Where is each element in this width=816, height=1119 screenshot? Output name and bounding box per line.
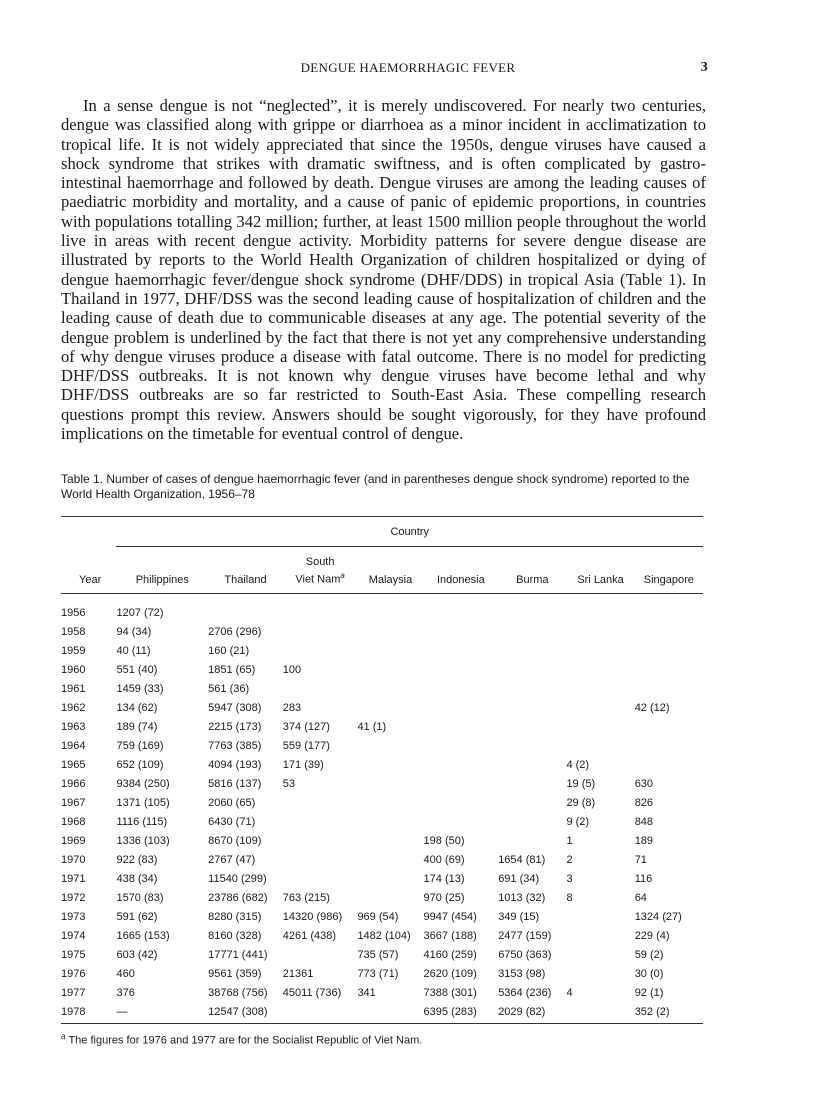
cell-indonesia [424,771,499,790]
cell-south-viet-nam [283,942,358,961]
cell-malaysia: 41 (1) [357,721,387,733]
cell-philippines: 460 [116,968,135,980]
cell-year: 1965 [61,759,86,771]
cell-thailand: 2767 (47) [208,854,256,866]
cell-malaysia [357,828,423,847]
running-title: DENGUE HAEMORRHAGIC FEVER [300,60,516,75]
cell-sri-lanka [566,695,634,714]
cell-indonesia [424,676,499,695]
year-header-spacer [61,517,116,547]
column-header-year: Year [61,547,116,594]
cell-year: 1977 [61,987,86,999]
cell-indonesia [424,733,499,752]
cell-sri-lanka: 19 (5) [566,778,596,790]
cell-year: 1956 [61,607,86,619]
cell-indonesia [424,714,499,733]
footnote-text: The figures for 1976 and 1977 are for the Socialist Republic of Viet Nam. [68,1034,423,1047]
cell-south-viet-nam: 4261 (438) [282,930,337,942]
cell-south-viet-nam: 100 [282,664,302,676]
cell-south-viet-nam [283,999,358,1024]
cell-malaysia: 735 (57) [357,949,399,961]
cell-sri-lanka [566,594,634,620]
cell-malaysia [357,809,423,828]
cell-south-viet-nam: 374 (127) [282,721,330,733]
cell-singapore: 826 [634,797,654,809]
cell-malaysia [357,594,423,620]
cell-thailand: 160 (21) [208,645,250,657]
cell-south-viet-nam: 14320 (986) [282,911,343,923]
cell-burma: 5364 (236) [498,987,552,999]
cell-thailand: 12547 (308) [208,999,283,1024]
cell-thailand: 17771 (441) [208,949,268,961]
cell-sri-lanka: 29 (8) [566,797,596,809]
table-row [61,923,703,942]
cell-malaysia [357,885,423,904]
cell-philippines: 1570 (83) [116,892,164,904]
country-group-header: Country [116,517,703,547]
cell-malaysia [357,733,423,752]
cell-thailand: 9561 (359) [208,968,262,980]
cell-philippines: 438 (34) [116,873,158,885]
cell-thailand: 7763 (385) [208,740,262,752]
cell-philippines: 591 (62) [116,911,158,923]
table-row [61,619,703,638]
cell-malaysia [357,847,423,866]
column-header-south-viet-nam [283,547,358,594]
cell-indonesia: 4160 (259) [423,949,477,961]
cell-indonesia [424,752,499,771]
cell-burma [498,714,566,733]
cell-indonesia [424,594,499,620]
cell-year: 1966 [61,778,86,790]
footnote-marker: a [340,571,345,581]
cell-south-viet-nam [283,809,358,828]
cell-sri-lanka [566,657,634,676]
table-row [61,847,703,866]
cell-year: 1963 [61,721,86,733]
cell-thailand: 2060 (65) [208,797,256,809]
cell-thailand: 8670 (109) [208,835,262,847]
cell-malaysia: 341 [357,987,376,999]
table-row [61,676,703,695]
cell-south-viet-nam: 45011 (736) [282,987,342,999]
table-row [61,771,703,790]
cell-singapore [635,752,703,771]
cell-indonesia [424,657,499,676]
cell-malaysia [357,619,423,638]
cell-indonesia: 7388 (301) [423,987,477,999]
cell-malaysia: 773 (71) [357,968,399,980]
cell-thailand: 38768 (756) [208,987,268,999]
cell-south-viet-nam [283,594,358,620]
cell-thailand [208,594,283,620]
cell-thailand: 5947 (308) [208,702,262,714]
cell-thailand: 5816 (137) [208,778,262,790]
cell-sri-lanka: 4 (2) [566,759,590,771]
cell-burma [498,594,566,620]
cell-south-viet-nam [283,790,358,809]
table-row [61,828,703,847]
cell-south-viet-nam [283,828,358,847]
cell-year: 1961 [61,683,86,695]
cell-thailand: 4094 (193) [208,759,262,771]
cell-philippines: 1207 (72) [116,607,164,619]
cell-malaysia [357,752,423,771]
cell-singapore [635,676,703,695]
cell-philippines: 376 [116,987,135,999]
cell-malaysia [357,695,423,714]
cell-burma: 691 (34) [498,873,540,885]
footnote-mark: a [61,1032,66,1041]
cell-sri-lanka: 4 [566,987,573,999]
column-header-south: South [305,556,335,569]
cell-singapore: 848 [634,816,654,828]
cell-singapore: 352 (2) [635,999,703,1024]
cell-year: 1959 [61,645,86,657]
cell-singapore [635,714,703,733]
table-footnote [61,1032,721,1047]
column-header-malaysia: Malaysia [357,547,423,594]
table-row [61,999,703,1024]
cell-sri-lanka [566,733,634,752]
table-row [61,961,703,980]
cell-south-viet-nam [283,866,358,885]
table-row [61,733,703,752]
cell-burma: 2029 (82) [498,999,566,1024]
cell-philippines: 603 (42) [116,949,158,961]
cell-singapore: 30 (0) [634,968,664,980]
cell-south-viet-nam: 763 (215) [282,892,330,904]
cell-year: 1967 [61,797,86,809]
cell-indonesia: 970 (25) [423,892,465,904]
cell-burma [498,828,566,847]
cell-sri-lanka: 1 [566,835,573,847]
cell-year: 1968 [61,816,86,828]
cell-singapore: 189 [634,835,654,847]
cell-malaysia: 969 (54) [357,911,399,923]
cell-malaysia [357,676,423,695]
cell-philippines: 551 (40) [116,664,158,676]
cell-thailand: 8280 (315) [208,911,262,923]
table-row [61,594,703,620]
cell-burma: 1013 (32) [498,892,546,904]
cell-philippines: 1336 (103) [116,835,170,847]
column-header-thailand: Thailand [208,547,283,594]
cell-singapore: 92 (1) [634,987,664,999]
table-row [61,866,703,885]
cell-south-viet-nam: 171 (39) [282,759,324,771]
cell-burma [498,657,566,676]
cell-malaysia [357,638,423,657]
table-row [61,638,703,657]
table-row [61,980,703,999]
cell-sri-lanka [566,999,634,1024]
cell-south-viet-nam [283,638,358,657]
cell-year: 1971 [61,873,86,885]
cell-south-viet-nam: 559 (177) [282,740,330,752]
cell-burma [498,771,566,790]
column-header-indonesia: Indonesia [424,547,499,594]
cell-thailand: 11540 (299) [208,873,267,885]
cell-indonesia [424,619,499,638]
cell-singapore: 42 (12) [634,702,670,714]
cell-indonesia [424,809,499,828]
cell-burma: 3153 (98) [498,968,546,980]
cell-singapore [635,733,703,752]
cell-philippines: 1116 (115) [116,816,168,828]
table-row [61,942,703,961]
column-header-viet-nam: Viet Nam [295,574,341,586]
cell-malaysia [357,657,423,676]
column-header-philippines: Philippines [116,547,208,594]
cell-indonesia: 3667 (188) [423,930,477,942]
table-row [61,790,703,809]
cell-singapore: 630 [634,778,654,790]
cell-singapore [635,657,703,676]
cell-burma [498,638,566,657]
cell-indonesia: 198 (50) [423,835,465,847]
cell-year: 1964 [61,740,86,752]
cell-philippines: — [116,999,208,1024]
cell-burma [498,695,566,714]
cell-philippines: 134 (62) [116,702,158,714]
cell-year: 1969 [61,835,86,847]
cell-sri-lanka: 8 [566,892,573,904]
cell-burma [498,619,566,638]
table-row [61,885,703,904]
cell-indonesia [424,790,499,809]
dengue-cases-table [61,516,703,1024]
column-header-burma: Burma [498,547,566,594]
cell-south-viet-nam [283,847,358,866]
table-row [61,714,703,733]
table-row [61,809,703,828]
table-body [61,594,703,1024]
cell-singapore: 64 [634,892,647,904]
cell-philippines: 189 (74) [116,721,158,733]
cell-year: 1978 [61,999,116,1024]
cell-philippines: 9384 (250) [116,778,170,790]
cell-indonesia: 6395 (283) [424,999,499,1024]
cell-indonesia: 2620 (109) [423,968,477,980]
cell-philippines: 652 (109) [116,759,164,771]
cell-malaysia: 1482 (104) [357,930,411,942]
column-header-sri-lanka: Sri Lanka [566,547,634,594]
cell-thailand: 2706 (296) [208,626,262,638]
page-number: 3 [700,60,708,75]
cell-south-viet-nam: 283 [282,702,302,714]
cell-year: 1973 [61,911,86,923]
cell-burma [498,790,566,809]
cell-year: 1975 [61,949,86,961]
cell-sri-lanka [566,638,634,657]
cell-year: 1958 [61,626,86,638]
cell-burma [498,733,566,752]
body-paragraph: In a sense dengue is not “neglected”, it is merely undiscovered. For nearly two centuries, dengue was classified along with grippe or diarrhoea as a minor incident in acclimatization to tropical life. It is not widely appreciated that since the 1950s, dengue viruses have caused a shock syndrome that strikes with dramatic swiftness, and is often complicated by gastro-intestinal haemorrhage and followed by death. Dengue viruses are among the leading causes of paediatric morbidity and mortality, and a cause of panic of epidemic proportions, in countries with populations totalling 342 million; further, at least 1500 million people throughout the world live in areas with recent dengue activity. Morbidity patterns for severe dengue disease are illustrated by reports to the World Health Organization of children hospitalized or dying of dengue haemorrhagic fever/dengue shock syndrome (DHF/DDS) in tropical Asia (Table 1). In Thailand in 1977, DHF/DSS was the second leading cause of hospitalization of children and the leading cause of death due to communicable diseases at any age. The potential severity of the dengue problem is underlined by the fact that there is not yet any comprehensive understanding of why dengue viruses produce a disease with fatal outcome. There is no model for predicting DHF/DSS outbreaks. It is not known why dengue viruses have become lethal and why DHF/DSS outbreaks are so far restricted to South-East Asia. These compelling research questions prompt this review. Answers should be sought vigorously, for they have profound implications on the timetable for eventual control of dengue. [61,96,706,444]
cell-philippines: 40 (11) [116,645,151,657]
cell-thailand: 8160 (328) [208,930,262,942]
cell-burma [498,676,566,695]
cell-singapore: 59 (2) [634,949,664,961]
cell-malaysia [357,771,423,790]
cell-year: 1962 [61,702,86,714]
table-row [61,904,703,923]
cell-indonesia: 400 (69) [423,854,465,866]
cell-indonesia: 9947 (454) [423,911,477,923]
cell-indonesia: 174 (13) [423,873,465,885]
cell-year: 1970 [61,854,86,866]
table-row [61,752,703,771]
cell-thailand: 1851 (65) [208,664,256,676]
cell-south-viet-nam [283,619,358,638]
cell-thailand: 2215 (173) [208,721,262,733]
cell-singapore: 116 [634,873,653,885]
cell-burma: 6750 (363) [498,949,552,961]
table-caption: Table 1. Number of cases of dengue haemorrhagic fever (and in parentheses dengue shock syndrome) reported to the World Health Organization, 1956–78 [61,472,690,501]
cell-singapore: 229 (4) [634,930,670,942]
cell-philippines: 94 (34) [116,626,152,638]
cell-singapore: 1324 (27) [634,911,682,923]
cell-thailand: 561 (36) [208,683,250,695]
cell-year: 1972 [61,892,86,904]
cell-indonesia [424,638,499,657]
cell-sri-lanka [566,714,634,733]
cell-sri-lanka [566,904,634,923]
cell-year: 1960 [61,664,86,676]
cell-sri-lanka [566,676,634,695]
cell-sri-lanka: 3 [566,873,573,885]
cell-south-viet-nam: 53 [282,778,296,790]
cell-philippines: 922 (83) [116,854,158,866]
cell-sri-lanka: 9 (2) [566,816,590,828]
cell-sri-lanka [566,923,634,942]
cell-philippines: 1459 (33) [116,683,164,695]
cell-indonesia [424,695,499,714]
cell-thailand: 23786 (682) [208,892,268,904]
cell-sri-lanka [566,942,634,961]
cell-burma: 1654 (81) [498,854,546,866]
cell-sri-lanka [566,619,634,638]
cell-sri-lanka: 2 [566,854,573,866]
cell-year: 1976 [61,968,86,980]
cell-singapore: 71 [634,854,647,866]
cell-malaysia [357,999,423,1024]
table-row [61,695,703,714]
cell-singapore [635,619,703,638]
cell-burma [498,752,566,771]
cell-malaysia [357,866,423,885]
cell-singapore [635,638,703,657]
cell-sri-lanka [566,961,634,980]
column-header-singapore: Singapore [635,547,703,594]
cell-philippines: 1371 (105) [116,797,170,809]
cell-south-viet-nam [283,676,358,695]
cell-singapore [635,594,703,620]
cell-thailand: 6430 (71) [208,816,256,828]
cell-malaysia [357,790,423,809]
cell-year: 1974 [61,930,86,942]
cell-philippines: 759 (169) [116,740,164,752]
cell-burma [498,809,566,828]
table-row [61,657,703,676]
cell-burma: 2477 (159) [498,930,552,942]
cell-philippines: 1665 (153) [116,930,170,942]
cell-burma: 349 (15) [498,911,540,923]
cell-south-viet-nam: 21361 [282,968,314,980]
